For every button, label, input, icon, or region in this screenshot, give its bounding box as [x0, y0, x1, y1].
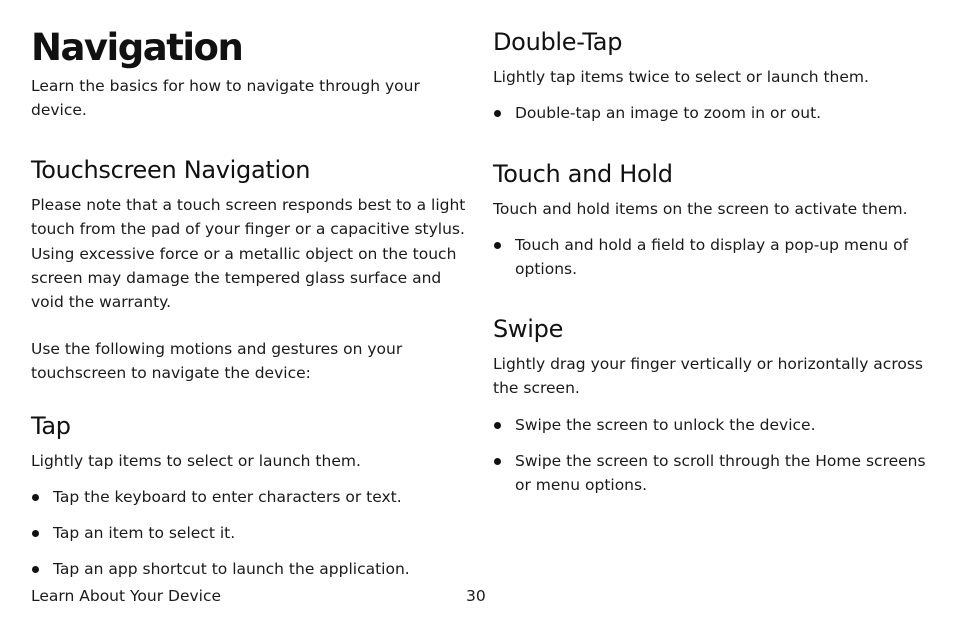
list-item-text: Touch and hold a field to display a pop-up menu of options. [515, 236, 909, 278]
tap-description: Lightly tap items to select or launch them. [31, 452, 361, 470]
list-item [493, 233, 929, 281]
bullet-icon [32, 530, 39, 537]
list-item-text: Double-tap an image to zoom in or out. [515, 104, 822, 122]
touchscreen-heading: Touchscreen Navigation [31, 156, 311, 184]
list-item-text: Swipe the screen to unlock the device. [515, 416, 816, 434]
touch-hold-heading: Touch and Hold [493, 160, 673, 188]
bullet-icon [32, 566, 39, 573]
footer-section-title: Learn About Your Device [31, 587, 222, 605]
bullet-icon [494, 110, 501, 117]
touch-hold-description: Touch and hold items on the screen to activate them. [493, 200, 908, 218]
swipe-description: Lightly drag your finger vertically or horizontally across the screen. [493, 355, 923, 398]
list-item-text: Tap an app shortcut to launch the application. [53, 560, 410, 578]
tap-heading: Tap [31, 412, 71, 440]
bullet-icon [32, 494, 39, 501]
list-item-text: Tap an item to select it. [53, 524, 236, 542]
bullet-icon [494, 242, 501, 249]
list-item [31, 557, 473, 581]
list-item [493, 413, 935, 437]
bullet-icon [494, 458, 501, 465]
list-item [493, 101, 935, 125]
list-item-text: Swipe the screen to scroll through the Home screens or menu options. [515, 452, 926, 494]
intro-text: Learn the basics for how to navigate through your device. [31, 77, 420, 119]
swipe-heading: Swipe [493, 315, 564, 343]
bullet-icon [494, 422, 501, 429]
touchscreen-para-1: Please note that a touch screen responds best to a light touch from the pad of your finger or a capacitive stylus. Using excessive force or a metallic object on the touch screen may damage the tempered glass surface and void the warranty. [31, 196, 466, 312]
page-title: Navigation [31, 26, 243, 69]
double-tap-heading: Double-Tap [493, 28, 623, 56]
page-number: 30 [466, 587, 486, 605]
list-item [493, 449, 945, 497]
list-item [31, 485, 473, 509]
list-item [31, 521, 473, 545]
list-item-text: Tap the keyboard to enter characters or text. [53, 488, 402, 506]
touchscreen-para-2: Use the following motions and gestures on your touchscreen to navigate the device: [31, 340, 403, 383]
double-tap-description: Lightly tap items twice to select or launch them. [493, 68, 869, 86]
